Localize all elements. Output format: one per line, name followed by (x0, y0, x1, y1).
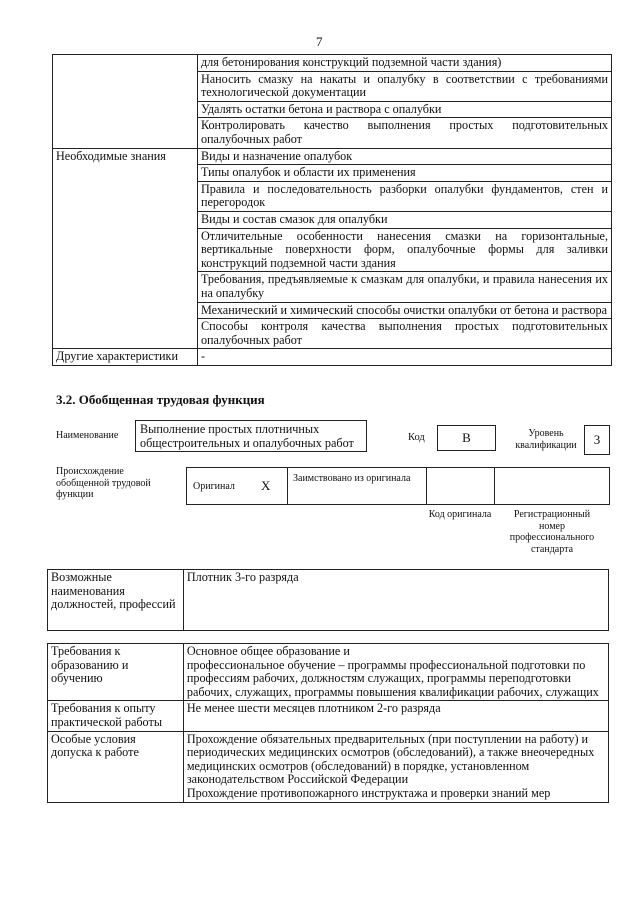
table-row (53, 55, 612, 72)
table-row (53, 228, 612, 272)
table-row (53, 211, 612, 228)
original-mark: X (261, 478, 271, 493)
table-row (53, 71, 612, 101)
code-original-caption: Код оригинала (428, 509, 492, 520)
req-line: Прохождение обязательных предварительных (при поступлении на работу) и периодических медицинских осмотров (обследований), а также внеочередных медицинских осмотров (обследований) в порядке, установленном законодательством Российской Федерации (186, 731, 595, 787)
table-row (53, 148, 612, 165)
row-label (53, 55, 198, 72)
level-label: Уровень квалификации (515, 428, 577, 451)
table-row (53, 272, 612, 302)
function-name: Выполнение простых плотничных общестроительных и опалубочных работ (135, 420, 367, 452)
page-number: 7 (316, 34, 323, 49)
req-value (183, 731, 608, 802)
row-label (53, 211, 198, 228)
table-row (53, 101, 612, 118)
row-label (53, 101, 198, 118)
row-label (53, 181, 198, 211)
req-label: Особые условия допуска к работе (48, 731, 184, 802)
req-line: Прохождение противопожарного инструктажа и проверки знаний мер (186, 785, 551, 800)
reg-number-caption: Регистрационный номер профессионального стандарта (509, 509, 595, 555)
row-text: - (197, 349, 611, 366)
row-label (53, 272, 198, 302)
req-label: Требования к образованию и обучению (48, 644, 184, 701)
table-row (53, 118, 612, 148)
row-text: Удалять остатки бетона и раствора с опалубки (197, 101, 611, 118)
row-label: Другие характеристики (53, 349, 198, 366)
row-text: Контролировать качество выполнения простых подготовительных опалубочных работ (197, 118, 611, 148)
origin-label: Происхождение обобщенной трудовой функции (56, 466, 151, 500)
req-label: Требования к опыту практической работы (48, 701, 184, 731)
row-text: Виды и состав смазок для опалубки (197, 211, 611, 228)
table-row (53, 319, 612, 349)
req-line: Основное общее образование и (186, 644, 350, 658)
positions-value: Плотник 3-го разряда (183, 570, 608, 631)
code-label: Код (408, 432, 425, 443)
row-label: Необходимые знания (53, 148, 198, 165)
req-value (183, 644, 608, 701)
row-text: Требования, предъявляемые к смазкам для опалубки, и правила нанесения их на опалубку (197, 272, 611, 302)
row-text: Отличительные особенности нанесения смазки на горизонтальные, вертикальные поверхности форм, опалубочные формы для заливки конструкций подземной части здания (197, 228, 611, 272)
knowledge-table (52, 54, 612, 366)
row-label (53, 118, 198, 148)
row-label (53, 302, 198, 319)
row-label (53, 71, 198, 101)
code-value: В (437, 425, 496, 451)
row-text: Наносить смазку на накаты и опалубку в соответствии с требованиями технологической документации (197, 71, 611, 101)
table-row (48, 570, 609, 631)
borrowed-label: Заимствовано из оригинала (293, 473, 411, 484)
requirements-table (47, 643, 609, 803)
row-text: для бетонирования конструкций подземной части здания) (197, 55, 611, 72)
table-row (48, 701, 609, 731)
row-label (53, 228, 198, 272)
positions-table (47, 569, 609, 631)
req-line: профессиональное обучение – программы профессиональной подготовки по профессиям рабочих, должностям служащих, программы переподготовки рабочих, служащих, программы повышения квалификации рабочих, служащих (186, 657, 599, 699)
table-row (53, 181, 612, 211)
section-title: 3.2. Обобщенная трудовая функция (56, 392, 265, 407)
row-label (53, 319, 198, 349)
row-label (53, 165, 198, 182)
original-label: Оригинал (193, 481, 235, 492)
table-row (53, 349, 612, 366)
table-row (48, 644, 609, 701)
table-row (48, 731, 609, 802)
req-value: Не менее шести месяцев плотником 2-го разряда (183, 701, 608, 731)
row-text: Типы опалубок и области их применения (197, 165, 611, 182)
name-label: Наименование (56, 430, 119, 441)
table-row (53, 302, 612, 319)
row-text: Виды и назначение опалубок (197, 148, 611, 165)
positions-label: Возможные наименования должностей, профессий (48, 570, 184, 631)
row-text: Правила и последовательность разборки опалубки фундаментов, стен и перегородок (197, 181, 611, 211)
row-text: Способы контроля качества выполнения простых подготовительных опалубочных работ (197, 319, 611, 349)
level-value: 3 (584, 425, 610, 455)
table-row (53, 165, 612, 182)
row-text: Механический и химический способы очистки опалубки от бетона и раствора (197, 302, 611, 319)
